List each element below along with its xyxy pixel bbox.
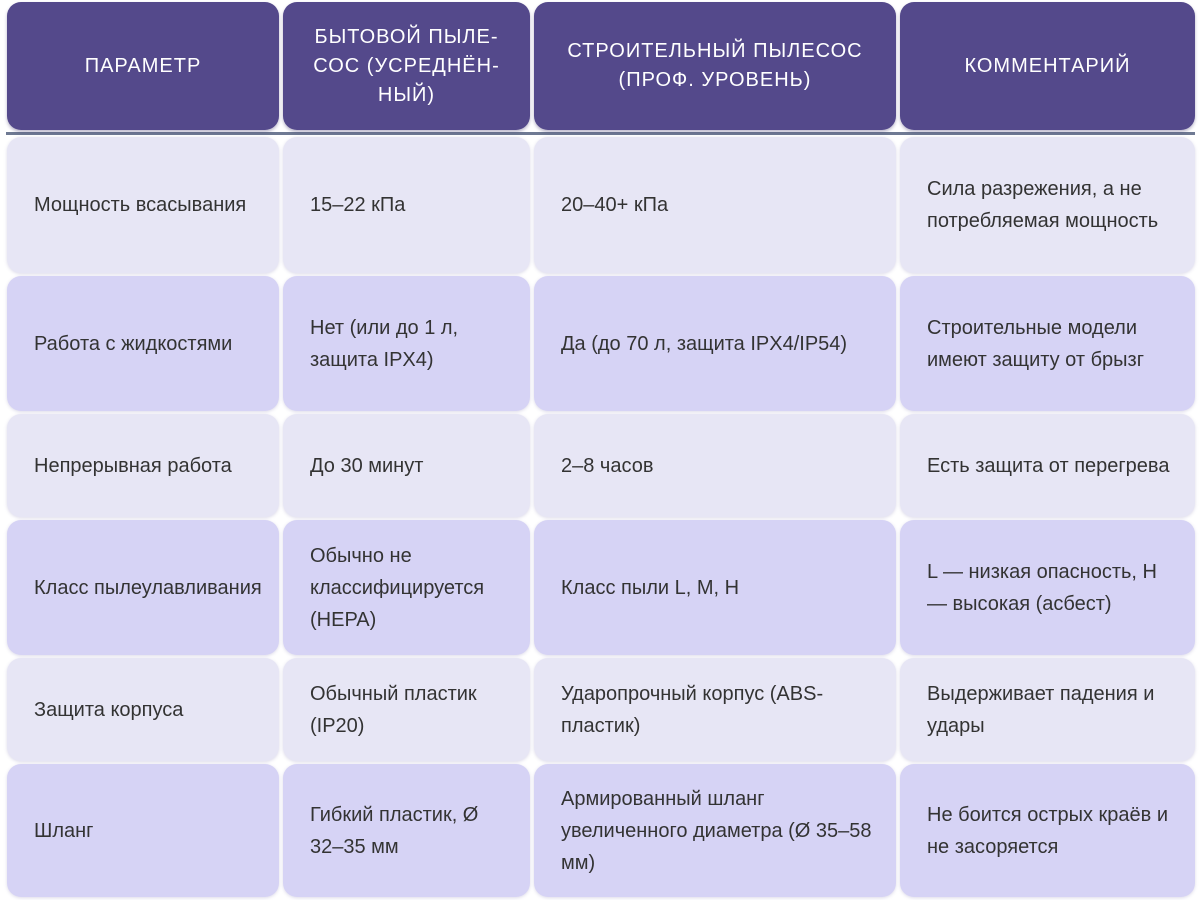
row-comment-cell: Выдерживает падения и удары: [900, 658, 1195, 761]
header-parameter: ПАРАМЕТР: [7, 2, 279, 130]
row-construction-cell: 2–8 часов: [534, 414, 896, 517]
table-header-row: [7, 2, 1195, 130]
row-parameter-cell: Работа с жидкостями: [7, 276, 279, 411]
header-comment: КОММЕНТАРИЙ: [900, 2, 1195, 130]
row-comment-cell: Не боится острых краёв и не засоряется: [900, 764, 1195, 897]
row-construction-cell: 20–40+ кПа: [534, 137, 896, 273]
table-row: [7, 276, 1195, 411]
table-row: [7, 520, 1195, 655]
row-parameter-cell: Мощность всасывания: [7, 137, 279, 273]
row-household-cell: Нет (или до 1 л, защита IPX4): [283, 276, 530, 411]
table-row: [7, 137, 1195, 273]
row-construction-cell: Да (до 70 л, защита IPX4/IP54): [534, 276, 896, 411]
table-row: [7, 414, 1195, 517]
row-comment-cell: Строительные модели имеют защиту от брызг: [900, 276, 1195, 411]
header-household-vacuum: БЫТОВОЙ ПЫЛЕ-СОС (УСРЕДНЁН-НЫЙ): [283, 2, 530, 130]
table-row: [7, 658, 1195, 761]
row-parameter-cell: Непрерывная работа: [7, 414, 279, 517]
comparison-table: [7, 2, 1195, 900]
row-household-cell: Обычный пластик (IP20): [283, 658, 530, 761]
row-comment-cell: Есть защита от перегрева: [900, 414, 1195, 517]
row-parameter-cell: Защита корпуса: [7, 658, 279, 761]
row-parameter-cell: Класс пылеулавливания: [7, 520, 279, 655]
table-row: [7, 764, 1195, 897]
row-construction-cell: Армированный шланг увеличенного диаметра (Ø 35–58 мм): [534, 764, 896, 897]
row-household-cell: Гибкий пластик, Ø 32–35 мм: [283, 764, 530, 897]
header-construction-vacuum: СТРОИТЕЛЬНЫЙ ПЫЛЕСОС (ПРОФ. УРОВЕНЬ): [534, 2, 896, 130]
header-divider: [6, 132, 1195, 135]
row-household-cell: Обычно не классифицируется (HEPA): [283, 520, 530, 655]
row-construction-cell: Класс пыли L, M, H: [534, 520, 896, 655]
row-construction-cell: Ударопрочный корпус (ABS-пластик): [534, 658, 896, 761]
row-comment-cell: L — низкая опасность, H — высокая (асбест): [900, 520, 1195, 655]
row-comment-cell: Сила разрежения, а не потребляемая мощность: [900, 137, 1195, 273]
row-household-cell: 15–22 кПа: [283, 137, 530, 273]
row-household-cell: До 30 минут: [283, 414, 530, 517]
row-parameter-cell: Шланг: [7, 764, 279, 897]
